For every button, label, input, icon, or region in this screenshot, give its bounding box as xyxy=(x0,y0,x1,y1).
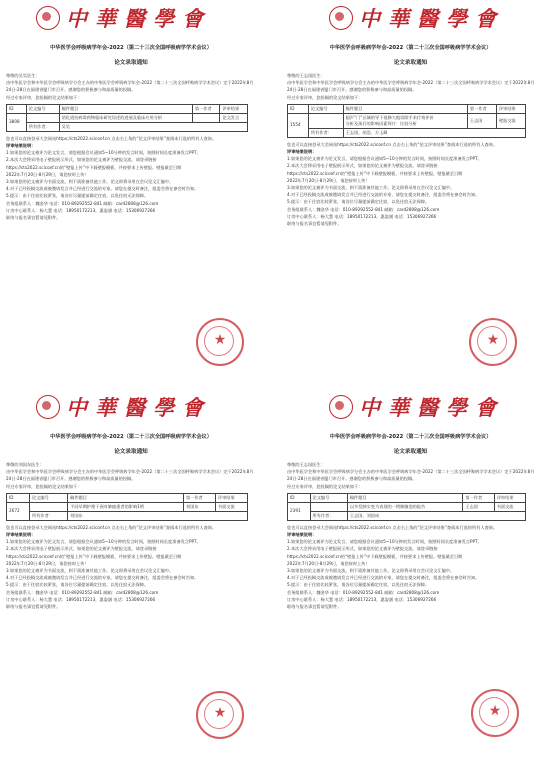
intro-text: 由中华医学会和中华医学会呼吸病学分会主办的中华医学会呼吸病学年会-2022（第二十三次全国呼吸病学学术会议）定于2022年8月24日-28日在福建省厦门市召开。感谢您的积极参与和高质量的投稿。 xyxy=(6,80,254,93)
paper-id: 2672 xyxy=(7,502,30,520)
col-first-author: 第一作者 xyxy=(463,493,494,502)
requirement-3: https://cts2022.sciconf.cn的“壁报上传”中下载壁报模板，并按要求上传壁报。壁报截至日期 xyxy=(6,553,182,559)
acceptance-notice-1 xyxy=(0,0,262,381)
letterhead xyxy=(281,393,540,421)
result-table xyxy=(6,104,248,132)
requirement-6: 4.对于已经投稿交流或被邀请发言并已经进行交流的专家，请您在提交时备注，组委会将在参会时告知。 xyxy=(287,575,480,581)
contact-1: 会务组联系人：魏金华 电话：010-89292552-841 邮箱：card2808@126.com xyxy=(287,206,440,212)
conference-title: 中华医学会呼吸病学年会-2022（第二十三次全国呼吸病学学术会议） xyxy=(329,45,492,51)
all-authors: 王志国、胡浩、方玉峰 xyxy=(343,128,525,137)
greeting: 尊敬的吴昊医生： xyxy=(6,73,40,78)
conference-title: 中华医学会呼吸病学年会-2022（第二十三次全国呼吸病学学术会议） xyxy=(50,45,212,51)
paper-id: 2391 xyxy=(288,502,311,520)
intro-text: 由中华医学会和中华医学会呼吸病学分会主办的中华医学会呼吸病学年会-2022（第二十三次全国呼吸病学学术会议）定于2022年8月24日-28日在福建省厦门市召开。感谢您的积极参与和高质量的投稿。 xyxy=(287,80,535,93)
intro-result-line: 经过专家评审，您投稿的论文结果如下： xyxy=(6,94,82,100)
col-result: 评审结果 xyxy=(215,493,247,502)
letterhead-brand: 中華醫學會 xyxy=(359,395,504,420)
col-type: 论文编号 xyxy=(26,104,59,113)
footer-note: 联络与报名事宜暂请见附件。 xyxy=(287,221,342,227)
intro-result-line: 经过专家评审，您投稿的论文结果如下： xyxy=(287,483,363,489)
requirement-6: 4.对于已经投稿交流或被邀请发言并已经进行交流的专家，请您在提交时备注，组委会将在参会时告知。 xyxy=(6,186,199,192)
first-author: 王志国 xyxy=(467,113,496,128)
col-type: 论文编号 xyxy=(30,493,68,502)
requirement-7: 5.提示：由于住宿比较紧张，请各位尽量提前确定住宿，以免住宿无法保障。 xyxy=(6,582,149,588)
requirement-6: 4.对于已经投稿交流或被邀请发言并已经进行交流的专家，请您在提交时备注，组委会将在参会时告知。 xyxy=(6,575,199,581)
notice-title: 论文录取通知 xyxy=(393,60,428,66)
association-emblem-icon xyxy=(36,395,60,419)
greeting: 尊敬的刘国东医生： xyxy=(6,462,44,467)
requirement-4: 2022年7月20日-8月29日，请您按时上传！ xyxy=(287,177,370,183)
col-first-author: 第一作者 xyxy=(183,493,215,502)
notice-title: 论文录取通知 xyxy=(393,449,428,455)
contact-2: 订房中心联系人：杨大慧 电话：18950172213，惠姿涵 电话：15306927266 xyxy=(287,213,437,219)
requirement-7: 5.提示：由于住宿比较紧张，请各位尽量提前确定住宿，以免住宿无法保障。 xyxy=(287,199,430,205)
acceptance-notice-2 xyxy=(281,0,540,381)
requirements-heading: 评审结果说明： xyxy=(287,149,317,155)
col-title: 稿件题目 xyxy=(68,493,184,502)
lookup-note: 您也可以直接登录大会网站https://cts2022.sciconf.cn 点击右上角的“论文评审结果”查阅本行选的所有人查询。 xyxy=(6,135,217,141)
requirement-5: 3.如果您的论文被评为书面交流，则不需准备其他工作。论文即将录用在会议论文汇编中。 xyxy=(287,568,455,574)
paper-title: 消化道抗病毒药物临床研究综述的进展及临床应用分析 xyxy=(59,113,192,122)
requirement-2: 2.本次大会将采用电子壁报展示形式，如果您的论文被评为壁报交流，请登录链接 xyxy=(287,163,438,169)
requirement-1: 1.如果您的论文被评为论文发言，请您根据会议通知5~10分钟的发言时间，按照时间长度准备发言PPT。 xyxy=(6,539,201,545)
requirement-1: 1.如果您的论文被评为论文发言，请您根据会议通知5~10分钟的发言时间，按照时间长度准备发言PPT。 xyxy=(287,156,482,162)
col-title: 稿件题目 xyxy=(347,493,463,502)
official-seal-stamp: ★ xyxy=(469,318,517,366)
paper-title: 以多发肺实变为表现的一例肺腺泡的报告 xyxy=(347,502,463,511)
requirement-2: 2.本次大会将采用电子壁报展示形式，如果您的论文被评为壁报交流，请登录链接 xyxy=(6,157,157,163)
intro-result-line: 经过专家评审，您投稿的论文结果如下： xyxy=(287,94,363,100)
col-type: 论文编号 xyxy=(308,104,343,113)
notice-body xyxy=(287,461,536,610)
requirement-1: 1.如果您的论文被评为论文发言，请您根据会议通知5~10分钟的发言时间，按照时间长度准备发言PPT。 xyxy=(6,150,201,156)
review-result: 论文发言 xyxy=(220,113,248,122)
col-id: ID xyxy=(288,104,309,113)
all-authors: 吴昊 xyxy=(59,122,247,131)
letterhead xyxy=(0,393,262,421)
intro-text: 由中华医学会和中华医学会呼吸病学分会主办的中华医学会呼吸病学年会-2022（第二十三次全国呼吸病学学术会议）定于2022年8月24日-28日在福建省厦门市召开。感谢您的积极参与和高质量的投稿。 xyxy=(6,469,254,482)
notice-body xyxy=(287,72,536,227)
col-result: 评审结果 xyxy=(494,493,525,502)
requirement-5: 3.如果您的论文被评为书面交流，则不需准备其他工作。论文即将录用在会议论文汇编中。 xyxy=(287,185,455,191)
contact-2: 订房中心联系人：杨大慧 电话：18950172213，惠姿涵 电话：15306927266 xyxy=(6,596,156,602)
requirement-5: 3.如果您的论文被评为书面交流，则不需准备其他工作。论文即将录用在会议论文汇编中。 xyxy=(6,568,174,574)
paper-title: 超声“门”区域的导下视肺大疱切除手术疗效评价 分析及预后的影响因素探讨：比较分析 xyxy=(343,113,467,128)
letterhead xyxy=(281,4,540,32)
requirement-7: 5.提示：由于住宿比较紧张，请各位尽量提前确定住宿，以免住宿无法保障。 xyxy=(287,582,430,588)
contact-1: 会务组联系人：魏金华 电话：010-89292552-841 邮箱：card2808@126.com xyxy=(287,589,440,595)
acceptance-notice-3 xyxy=(0,389,262,766)
notice-title: 论文录取通知 xyxy=(114,60,148,66)
col-first-author: 第一作者 xyxy=(192,104,219,113)
all-authors: 王志国、刘国成 xyxy=(347,511,525,520)
conference-title: 中华医学会呼吸病学年会-2022（第二十三次全国呼吸病学学术会议） xyxy=(50,434,212,440)
review-result: 书面交流 xyxy=(494,502,525,511)
contact-1: 会务组联系人：魏金华 电话：010-89292552-841 邮箱：card2808@126.com xyxy=(6,589,159,595)
col-type: 论文编号 xyxy=(310,493,347,502)
col-id: ID xyxy=(7,493,30,502)
association-emblem-icon xyxy=(36,6,60,30)
requirement-1: 1.如果您的论文被评为论文发言，请您根据会议通知5~10分钟的发言时间，按照时间长度准备发言PPT。 xyxy=(287,539,482,545)
col-title: 稿件题目 xyxy=(59,104,192,113)
official-seal-stamp: ★ xyxy=(196,318,244,366)
greeting: 尊敬的王志国医生： xyxy=(287,73,325,78)
all-authors-label: 所有作者： xyxy=(30,511,68,520)
paper-id: 1554 xyxy=(288,113,309,137)
requirements-heading: 评审结果说明： xyxy=(6,143,36,149)
footer-note: 联络与报名事宜暂请见附件。 xyxy=(287,604,342,610)
lookup-note: 您也可以直接登录大会网站https://cts2022.sciconf.cn 点击右上角的“论文评审结果”查阅本行选的所有人查询。 xyxy=(6,524,217,530)
acceptance-notice-4 xyxy=(281,389,540,766)
review-result: 壁报交流 xyxy=(496,113,525,128)
requirement-4: 2022年7月20日-8月29日，请您按时上传！ xyxy=(6,171,89,177)
conference-title: 中华医学会呼吸病学年会-2022（第二十三次全国呼吸病学学术会议） xyxy=(329,434,492,440)
notice-body xyxy=(6,72,258,221)
requirement-2: 2.本次大会将采用电子壁报展示形式，如果您的论文被评为壁报交流，请登录链接 xyxy=(6,546,157,552)
letterhead xyxy=(0,4,262,32)
all-authors: 刘国东 xyxy=(68,511,248,520)
contact-1: 会务组联系人：魏金华 电话：010-89292552-841 邮箱：card2808@126.com xyxy=(6,200,159,206)
official-seal-stamp: ★ xyxy=(471,689,519,737)
requirement-3: https://cts2022.sciconf.cn的“壁报上传”中下载壁报模板，并按要求上传壁报。壁报截至日期 xyxy=(287,553,463,559)
col-first-author: 第一作者 xyxy=(467,104,496,113)
requirement-2: 2.本次大会将采用电子壁报展示形式，如果您的论文被评为壁报交流，请登录链接 xyxy=(287,546,438,552)
col-id: ID xyxy=(7,104,27,113)
footer-note: 联络与报名事宜暂请见附件。 xyxy=(6,604,61,610)
result-table xyxy=(287,104,526,138)
paper-title: 不同早期护理干预对肺癌患者的影响1例 xyxy=(68,502,184,511)
requirements-heading: 评审结果说明： xyxy=(6,532,36,538)
all-authors-label: 所有作者： xyxy=(308,128,343,137)
requirement-7: 5.提示：由于住宿比较紧张，请各位尽量提前确定住宿，以免住宿无法保障。 xyxy=(6,193,149,199)
all-authors-label: 所有作者： xyxy=(310,511,347,520)
first-author: 刘国东 xyxy=(183,502,215,511)
paper-id: 3808 xyxy=(7,113,27,131)
result-table xyxy=(287,493,526,521)
intro-result-line: 经过专家评审，您投稿的论文结果如下： xyxy=(6,483,82,489)
lookup-note: 您也可以直接登录大会网站https://cts2022.sciconf.cn 点击右上角的“论文评审结果”查阅本行选的所有人查询。 xyxy=(287,141,498,147)
contact-2: 订房中心联系人：杨大慧 电话：18950172213，惠姿涵 电话：15306927266 xyxy=(287,596,437,602)
contact-2: 订房中心联系人：杨大慧 电话：18950172213，惠姿涵 电话：15306927266 xyxy=(6,207,156,213)
review-result: 书面交流 xyxy=(215,502,247,511)
requirement-4: 2022年7月20日-8月29日，请您按时上传！ xyxy=(6,560,89,566)
col-result: 评审结果 xyxy=(496,104,525,113)
footer-note: 联络与报名事宜暂请见附件。 xyxy=(6,215,61,221)
greeting: 尊敬的王志国医生： xyxy=(287,462,325,467)
notice-body xyxy=(6,461,258,610)
notice-title: 论文录取通知 xyxy=(114,449,148,455)
requirement-3: https://cts2022.sciconf.cn的“壁报上传”中下载壁报模板，并按要求上传壁报。壁报截至日期 xyxy=(287,170,463,176)
first-author: 王志国 xyxy=(463,502,494,511)
letterhead-brand: 中華醫學會 xyxy=(359,6,504,31)
requirement-5: 3.如果您的论文被评为书面交流，则不需准备其他工作。论文即将录用在会议论文汇编中。 xyxy=(6,179,174,185)
col-result: 评审结果 xyxy=(220,104,248,113)
requirements-heading: 评审结果说明： xyxy=(287,532,317,538)
requirement-3: https://cts2022.sciconf.cn的“壁报上传”中下载壁报模板，并按要求上传壁报。壁报截至日期 xyxy=(6,164,182,170)
association-emblem-icon xyxy=(329,395,353,419)
col-id: ID xyxy=(288,493,311,502)
association-emblem-icon xyxy=(329,6,353,30)
result-table xyxy=(6,493,248,521)
requirement-6: 4.对于已经投稿交流或被邀请发言并已经进行交流的专家，请您在提交时备注，组委会将在参会时告知。 xyxy=(287,192,480,198)
all-authors-label: 所有作者： xyxy=(26,122,59,131)
first-author xyxy=(192,113,219,122)
col-title: 稿件题目 xyxy=(343,104,467,113)
official-seal-stamp: ★ xyxy=(196,691,244,739)
requirement-4: 2022年7月20日-8月29日，请您按时上传！ xyxy=(287,560,370,566)
intro-text: 由中华医学会和中华医学会呼吸病学分会主办的中华医学会呼吸病学年会-2022（第二十三次全国呼吸病学学术会议）定于2022年8月24日-28日在福建省厦门市召开。感谢您的积极参与和高质量的投稿。 xyxy=(287,469,535,482)
lookup-note: 您也可以直接登录大会网站https://cts2022.sciconf.cn 点击右上角的“论文评审结果”查阅本行选的所有人查询。 xyxy=(287,524,498,530)
letterhead-brand: 中華醫學會 xyxy=(66,395,211,420)
letterhead-brand: 中華醫學會 xyxy=(66,6,211,31)
